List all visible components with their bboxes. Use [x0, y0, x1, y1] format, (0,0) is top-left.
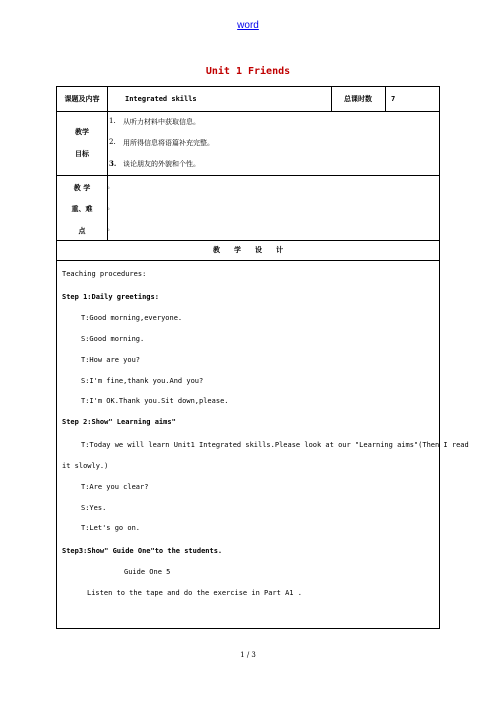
row-divider — [57, 111, 439, 112]
goal-number: 2. — [109, 138, 116, 146]
col-divider — [385, 87, 386, 111]
goals-label-line2: 目标 — [75, 149, 89, 158]
row-divider — [57, 175, 439, 176]
procedure-line: T:Today we will learn Unit1 Integrated skills.Please look at our "Learning aims"(Then I read — [81, 441, 469, 449]
key-label-line1: 教 学 — [73, 183, 91, 192]
key-label-line3: 点 — [78, 226, 86, 235]
word-link[interactable]: word — [237, 20, 259, 31]
goal-text: 从听力材料中获取信息。 — [123, 118, 200, 126]
row-divider — [57, 260, 439, 261]
procedure-line: T:Let's go on. — [81, 524, 141, 532]
procedure-line: Teaching procedures: — [62, 270, 147, 278]
goal-text: 谈论朋友的外貌和个性。 — [123, 160, 200, 168]
procedure-line: T:How are you? — [81, 356, 141, 364]
page-indicator: 1 / 3 — [240, 651, 256, 659]
row-divider — [57, 240, 439, 241]
key-label-line2: 重、难 — [71, 204, 93, 213]
procedure-line: S:I'm fine,thank you.And you? — [81, 377, 204, 385]
procedure-line: T:Are you clear? — [81, 483, 149, 491]
procedure-line: T:I'm OK.Thank you.Sit down,please. — [81, 397, 229, 405]
goal-text: 用所得信息将语篇补充完整。 — [123, 139, 214, 147]
goal-number: 3. — [109, 159, 117, 168]
procedure-step-heading: Step 2:Show" Learning aims" — [62, 418, 176, 426]
procedure-step-heading: Step 1:Daily greetings: — [62, 293, 159, 301]
hours-value: 7 — [391, 95, 396, 103]
procedure-line: S:Good morning. — [81, 335, 145, 343]
key-item: 。 — [107, 182, 114, 190]
procedure-line: S:Yes. — [81, 504, 107, 512]
topic-value: Integrated skills — [125, 95, 197, 103]
design-heading: 教 学 设 计 — [213, 245, 283, 254]
hours-label: 总课时数 — [344, 94, 372, 103]
col-divider — [107, 87, 108, 240]
procedure-line: it slowly.) — [62, 462, 109, 470]
key-item: 。 — [107, 203, 114, 211]
procedure-step-heading: Step3:Show" Guide One"to the students. — [62, 547, 223, 555]
key-item: 。 — [107, 224, 114, 232]
procedure-line: T:Good morning,everyone. — [81, 314, 183, 322]
procedure-line: Guide One 5 — [124, 568, 171, 576]
goals-label-line1: 教学 — [75, 127, 89, 136]
procedure-line: Listen to the tape and do the exercise in Part A1 . — [87, 589, 302, 597]
lesson-table — [56, 86, 469, 629]
goal-number: 1. — [109, 117, 116, 125]
document-title: Unit 1 Friends — [205, 66, 291, 77]
topic-label: 课题及内容 — [64, 94, 100, 103]
